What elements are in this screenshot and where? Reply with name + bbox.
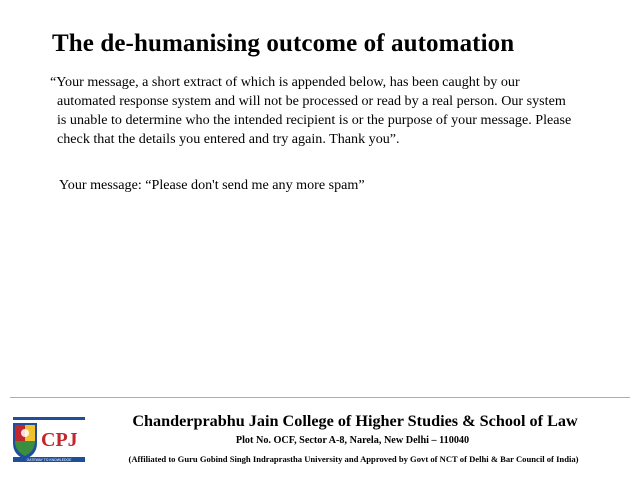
quote-line: “Your message, a short extract of which is appended below, has been caught by our xyxy=(50,74,520,90)
slide-title: The de-humanising outcome of automation xyxy=(52,30,515,57)
user-message: Your message: “Please don't send me any more spam” xyxy=(59,177,365,193)
logo-tagline: GATEWAY TO KNOWLEDGE xyxy=(26,458,72,462)
college-name: Chanderprabhu Jain College of Higher Studies & School of Law xyxy=(132,412,578,430)
logo-text: CPJ xyxy=(41,429,78,451)
quote-line: is unable to determine who the intended recipient is or the purpose of your message. Please xyxy=(57,112,572,128)
college-address: Plot No. OCF, Sector A-8, Narela, New Delhi – 110040 xyxy=(235,435,470,446)
footer-divider xyxy=(10,397,630,398)
automated-response-quote xyxy=(50,73,610,149)
quote-line: check that the details you entered and try again. Thank you”. xyxy=(57,131,400,147)
quote-line: automated response system and will not be processed or read by a real person. Our system xyxy=(57,93,566,109)
college-logo-icon xyxy=(10,413,88,463)
college-affiliation: (Affiliated to Guru Gobind Singh Indraprastha University and Approved by Govt of NCT of Delhi & Bar Council of India) xyxy=(128,454,579,464)
college-logo xyxy=(10,413,88,463)
